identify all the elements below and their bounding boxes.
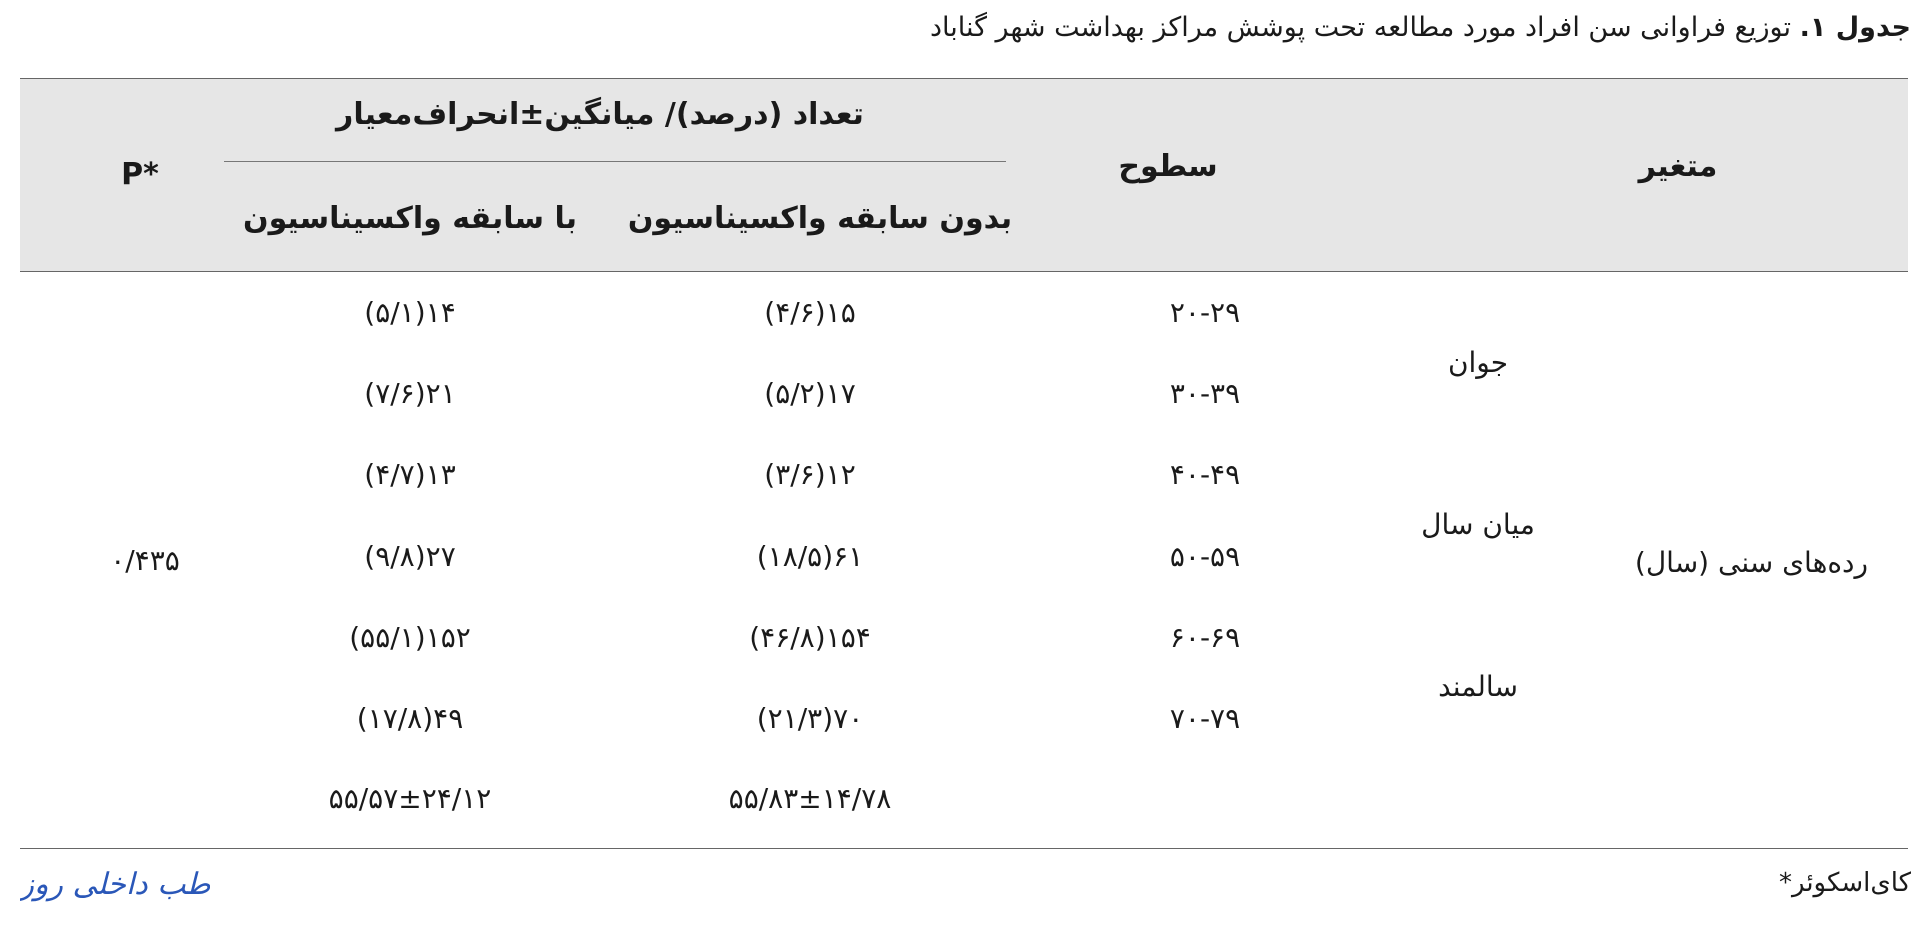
table-caption bbox=[930, 12, 1911, 43]
with-cell: ۲۱(۷/۶) bbox=[364, 377, 456, 410]
without-cell: ۶۱(۱۸/۵) bbox=[756, 540, 864, 573]
table-body bbox=[20, 272, 1908, 849]
caption-text: توزیع فراوانی سن افراد مورد مطالعه تحت پوشش مراکز بهداشت شهر گناباد bbox=[929, 12, 1800, 43]
svg-text:طب داخلی روز: طب داخلی روز bbox=[20, 867, 210, 902]
journal-logo-graphic bbox=[20, 860, 210, 906]
level-cell: ۴۰-۴۹ bbox=[1169, 458, 1241, 491]
with-cell: ۱۴(۵/۱) bbox=[364, 296, 456, 329]
header-p bbox=[80, 157, 200, 192]
without-cell: ۱۷(۵/۲) bbox=[764, 377, 856, 410]
level-cell: ۳۰-۳۹ bbox=[1169, 377, 1241, 410]
p-value: ۰/۴۳۵ bbox=[110, 544, 180, 577]
mean-sd-without: ۵۵/۸۳±۱۴/۷۸ bbox=[728, 782, 892, 815]
header-col-with: با سابقه واکسیناسیون bbox=[242, 201, 578, 236]
without-cell: ۱۵۴(۴۶/۸) bbox=[749, 621, 871, 654]
without-cell: ۷۰(۲۱/۳) bbox=[756, 702, 864, 735]
level-cell: ۷۰-۷۹ bbox=[1169, 702, 1241, 735]
mean-sd-with: ۵۵/۵۷±۲۴/۱۲ bbox=[328, 782, 492, 815]
caption-label: جدول ۱. bbox=[1799, 12, 1911, 43]
level-cell: ۵۰-۵۹ bbox=[1169, 540, 1241, 573]
with-cell: ۴۹(۱۷/۸) bbox=[356, 702, 464, 735]
header-group-title: تعداد (درصد)/ میانگین±انحراف‌معیار bbox=[336, 97, 864, 132]
header-levels: سطوح bbox=[1118, 149, 1218, 184]
category-label: سالمند bbox=[1438, 670, 1518, 703]
age-distribution-table bbox=[20, 78, 1908, 849]
journal-logo bbox=[20, 860, 210, 906]
header-p-label: P* bbox=[121, 157, 159, 192]
without-cell: ۱۵(۴/۶) bbox=[764, 296, 856, 329]
header-variable: متغیر bbox=[1638, 149, 1718, 184]
category-label: جوان bbox=[1447, 346, 1509, 379]
level-cell: ۲۰-۲۹ bbox=[1169, 296, 1241, 329]
without-cell: ۱۲(۳/۶) bbox=[764, 458, 856, 491]
header-group-rule bbox=[224, 161, 1006, 162]
table-header bbox=[20, 78, 1908, 272]
with-cell: ۱۳(۴/۷) bbox=[364, 458, 456, 491]
with-cell: ۲۷(۹/۸) bbox=[364, 540, 456, 573]
level-cell: ۶۰-۶۹ bbox=[1169, 621, 1241, 654]
header-col-without: بدون سابقه واکسیناسیون bbox=[627, 201, 1013, 236]
with-cell: ۱۵۲(۵۵/۱) bbox=[349, 621, 471, 654]
variable-name: رده‌های سنی (سال) bbox=[1634, 546, 1868, 579]
category-label: میان سال bbox=[1421, 508, 1535, 541]
footnote: کای‌اسکوئر* bbox=[1778, 868, 1911, 898]
